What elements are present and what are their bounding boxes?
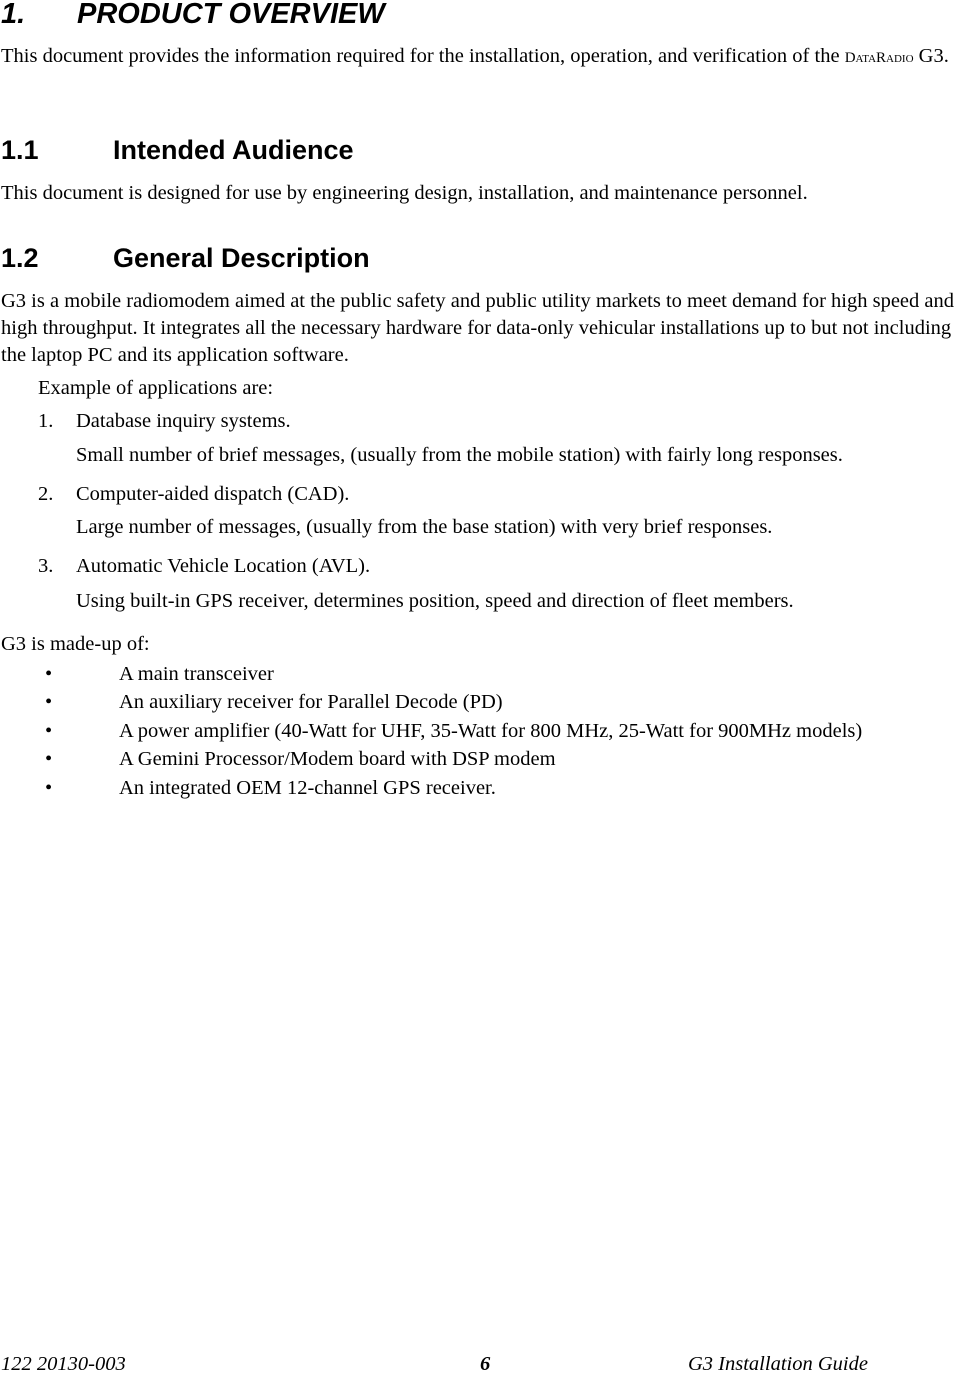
section-1-intro-suffix: G3.: [913, 45, 949, 67]
section-1-2-heading: [1, 241, 370, 275]
footer-guide-title: G3 Installation Guide: [688, 1353, 868, 1375]
component-item: An integrated OEM 12-channel GPS receiver.: [119, 777, 496, 799]
section-1-1-number: 1.1: [1, 135, 39, 165]
example-1-detail: Small number of brief messages, (usually from the mobile station) with fairly long responses.: [76, 444, 843, 466]
section-1-2-number: 1.2: [1, 243, 39, 273]
examples-intro: Example of applications are:: [38, 377, 274, 399]
section-1-heading: [1, 0, 385, 32]
component-item: A power amplifier (40-Watt for UHF, 35-Watt for 800 MHz, 25-Watt for 900MHz models): [119, 720, 863, 742]
section-1-1-body: This document is designed for use by engineering design, installation, and maintenance personnel.: [1, 182, 808, 204]
example-2-title: Computer-aided dispatch (CAD).: [76, 483, 350, 505]
component-item: A Gemini Processor/Modem board with DSP modem: [119, 748, 556, 770]
section-1-1-title: Intended Audience: [113, 135, 354, 165]
made-up-intro: G3 is made-up of:: [1, 633, 150, 655]
footer-doc-number: 122 20130-003: [1, 1353, 126, 1375]
example-1-title: Database inquiry systems.: [76, 410, 291, 432]
bullet-icon: •: [45, 777, 53, 799]
section-1-2-body: G3 is a mobile radiomodem aimed at the public safety and public utility markets to meet demand for high speed and high throughput. It integrates all the necessary hardware for data-only vehicular installations up to but not including the laptop PC and its application software.: [1, 290, 954, 366]
section-1-intro-paragraph: [1, 43, 973, 72]
example-3-number: 3.: [38, 555, 54, 577]
example-1-number: 1.: [38, 410, 54, 432]
example-2-detail: Large number of messages, (usually from the base station) with very brief responses.: [76, 516, 773, 538]
component-item: A main transceiver: [119, 663, 274, 685]
section-1-intro-text: This document provides the information required for the installation, operation, and verification of the: [1, 45, 845, 67]
example-3-title: Automatic Vehicle Location (AVL).: [76, 555, 371, 577]
section-1-number: 1.: [1, 0, 26, 30]
bullet-icon: •: [45, 691, 53, 713]
section-1-title: PRODUCT OVERVIEW: [77, 0, 385, 30]
example-2-number: 2.: [38, 483, 54, 505]
component-item: An auxiliary receiver for Parallel Decode (PD): [119, 691, 503, 713]
section-1-2-title: General Description: [113, 243, 370, 273]
bullet-icon: •: [45, 720, 53, 742]
section-1-1-heading: [1, 133, 354, 167]
brand-name: DataRadio: [844, 50, 914, 66]
bullet-icon: •: [45, 663, 53, 685]
example-3-detail: Using built-in GPS receiver, determines position, speed and direction of fleet members.: [76, 590, 794, 612]
bullet-icon: •: [45, 748, 53, 770]
footer-page-number: 6: [480, 1353, 491, 1375]
